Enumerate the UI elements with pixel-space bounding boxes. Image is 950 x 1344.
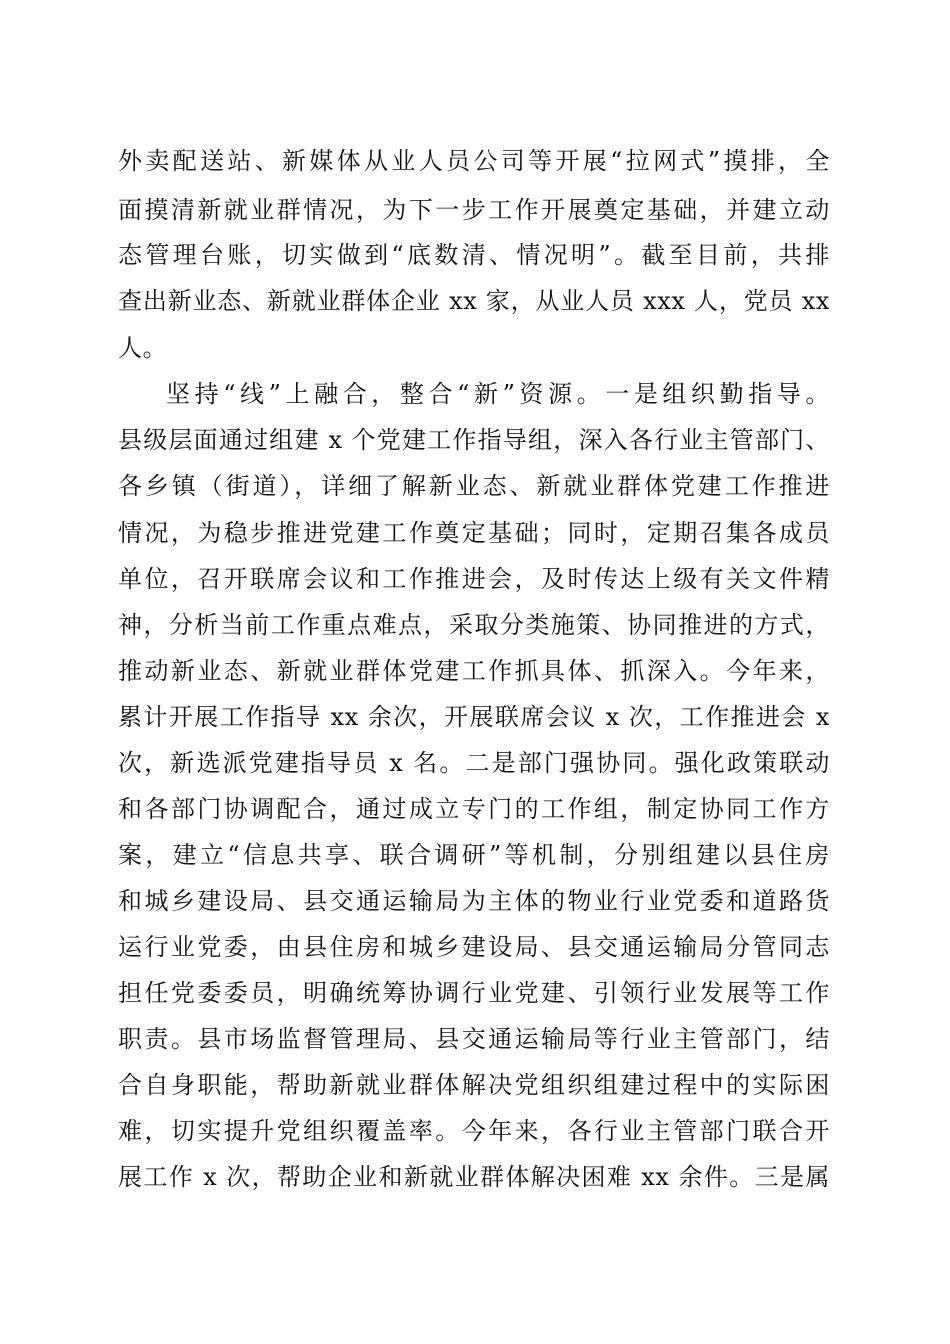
paragraph-2-line-14: 担任党委委员，明确统筹协调行业党建、引领行业发展等工作 (118, 979, 830, 1007)
paragraph-1-line-3: 态管理台账，切实做到“底数清、情况明”。截至目前，共排 (118, 241, 830, 269)
paragraph-1-line-4: 查出新业态、新就业群体企业 xx 家，从业人员 xxx 人，党员 xx (118, 287, 830, 315)
paragraph-2-line-15: 职责。县市场监督管理局、县交通运输局等行业主管部门，结 (118, 1025, 830, 1053)
paragraph-1-line-2: 面摸清新就业群情况，为下一步工作开展奠定基础，并建立动 (118, 196, 830, 224)
paragraph-2-line-4: 情况，为稳步推进党建工作奠定基础；同时，定期召集各成员 (118, 519, 830, 547)
paragraph-2-line-17: 难，切实提升党组织覆盖率。今年来，各行业主管部门联合开 (118, 1117, 830, 1145)
paragraph-2-line-3: 各乡镇（街道），详细了解新业态、新就业群体党建工作推进 (118, 472, 830, 500)
paragraph-1-line-1: 外卖配送站、新媒体从业人员公司等开展“拉网式”摸排，全 (118, 147, 830, 175)
paragraph-2-line-2: 县级层面通过组建 x 个党建工作指导组，深入各行业主管部门、 (118, 426, 830, 454)
paragraph-2-line-13: 运行业党委，由县住房和城乡建设局、县交通运输局分管同志 (118, 933, 830, 961)
paragraph-2-line-16: 合自身职能，帮助新就业群体解决党组织组建过程中的实际困 (118, 1071, 830, 1099)
paragraph-2-line-8: 累计开展工作指导 xx 余次，开展联席会议 x 次，工作推进会 x (118, 703, 830, 731)
paragraph-2-line-5: 单位，召开联席会议和工作推进会，及时传达上级有关文件精 (118, 565, 830, 593)
paragraph-2-line-18: 展工作 x 次，帮助企业和新就业群体解决困难 xx 余件。三是属 (118, 1163, 830, 1191)
paragraph-2-line-9: 次，新选派党建指导员 x 名。二是部门强协同。强化政策联动 (118, 749, 830, 777)
paragraph-2-line-6: 神，分析当前工作重点难点，采取分类施策、协同推进的方式， (118, 611, 830, 639)
paragraph-2-line-12: 和城乡建设局、县交通运输局为主体的物业行业党委和道路货 (118, 887, 830, 915)
paragraph-1-line-5: 人。 (118, 334, 168, 362)
paragraph-2-line-10: 和各部门协调配合，通过成立专门的工作组，制定协同工作方 (118, 795, 830, 823)
paragraph-2-line-1: 坚持“线”上融合，整合“新”资源。一是组织勤指导。 (166, 380, 830, 408)
paragraph-2-line-11: 案，建立“信息共享、联合调研”等机制，分别组建以县住房 (118, 841, 830, 869)
paragraph-2-line-7: 推动新业态、新就业群体党建工作抓具体、抓深入。今年来， (118, 657, 830, 685)
